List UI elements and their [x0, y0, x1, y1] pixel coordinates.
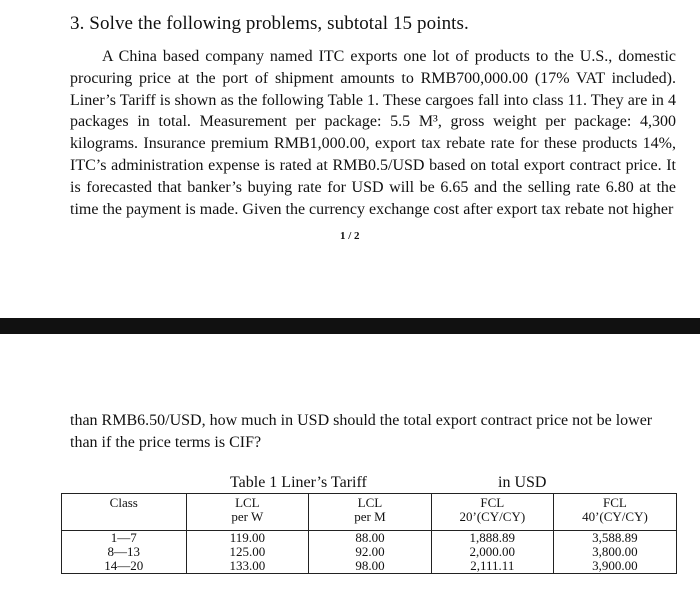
table-row — [62, 531, 677, 546]
header-fcl-20-line1: FCL — [480, 495, 505, 510]
liners-tariff-table — [61, 493, 677, 574]
table-cell: 3,900.00 — [553, 559, 676, 574]
table-cell: 133.00 — [186, 559, 309, 574]
header-fcl-20-line2: 20’(CY/CY) — [459, 509, 526, 524]
header-fcl-40-line2: 40’(CY/CY) — [582, 509, 648, 524]
header-lcl-m-line2: per M — [354, 509, 386, 524]
problem-heading: 3. Solve the following problems, subtotal 15 points. — [70, 13, 469, 34]
header-lcl-per-w — [186, 494, 309, 531]
problem-continuation — [70, 410, 676, 454]
table-cell: 98.00 — [309, 559, 432, 574]
table-unit: in USD — [498, 474, 547, 491]
header-lcl-w-line1: LCL — [235, 495, 260, 510]
table-cell: 1,888.89 — [431, 531, 553, 546]
table-cell: 3,588.89 — [553, 531, 676, 546]
table-row — [62, 545, 677, 559]
page-break-divider — [0, 318, 700, 334]
problem-paragraph: A China based company named ITC exports one lot of products to the U.S., domestic procuring price at the port of shipment amounts to RMB700,000.00 (17% VAT included). Liner’s Tariff is shown as the following Table 1. These cargoes fall into class 11. They are in 4 packages in total. Measurement per package: 5.5 M³, gross weight per package: 4,300 kilograms. Insurance premium RMB1,000.00, export tax rebate rate for these products 14%, ITC’s administration expense is rated at RMB0.5/USD based on total export contract price. It is forecasted that banker’s buying rate for USD will be 6.65 and the selling rate 6.80 at the time the payment is made. Given the currency exchange cost after export tax rebate not higher — [70, 48, 676, 218]
header-fcl-20 — [431, 494, 553, 531]
header-lcl-w-line2: per W — [231, 509, 264, 524]
table-cell: 92.00 — [309, 545, 432, 559]
header-class — [62, 494, 187, 531]
header-class-label: Class — [109, 495, 138, 510]
table-cell: 3,800.00 — [553, 545, 676, 559]
header-lcl-per-m — [309, 494, 432, 531]
table-cell: 119.00 — [186, 531, 309, 546]
table-cell: 1—7 — [62, 531, 187, 546]
continuation-line-2: than if the price terms is CIF? — [70, 434, 262, 451]
header-fcl-40-line1: FCL — [603, 495, 627, 510]
table-header-row — [62, 494, 677, 531]
table-cell: 2,000.00 — [431, 545, 553, 559]
header-lcl-m-line1: LCL — [357, 495, 383, 510]
table-cell: 125.00 — [186, 545, 309, 559]
table-cell: 14—20 — [62, 559, 187, 574]
header-fcl-40 — [553, 494, 676, 531]
continuation-line-1: than RMB6.50/USD, how much in USD should the total export contract price not be lower — [70, 412, 653, 429]
table-cell: 2,111.11 — [431, 559, 553, 574]
table-row — [62, 559, 677, 574]
table-cell: 88.00 — [309, 531, 432, 546]
page-number: 1 / 2 — [340, 230, 360, 242]
table-title: Table 1 Liner’s Tariff — [230, 474, 367, 491]
table-cell: 8—13 — [62, 545, 187, 559]
